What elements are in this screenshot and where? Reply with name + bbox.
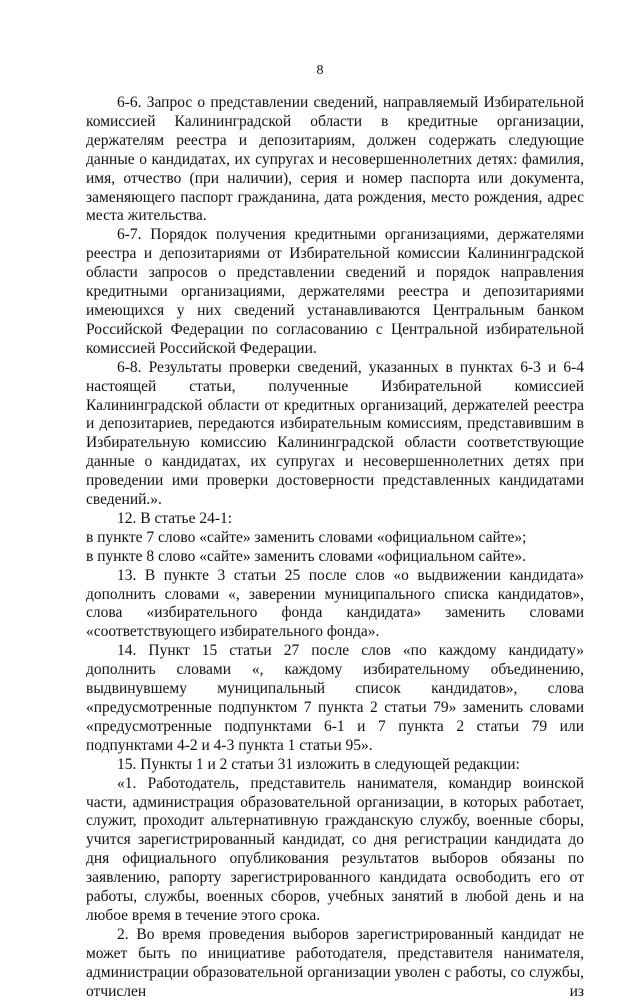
paragraph-item-12: 12. В статье 24-1:: [117, 509, 233, 527]
page-number: 8: [316, 63, 324, 78]
paragraph-item-12-sub-1: в пункте 7 слово «сайте» заменить словами «официальном сайте»;: [86, 528, 527, 546]
paragraph-item-15: 15. Пункты 1 и 2 статьи 31 изложить в следующей редакции:: [117, 755, 520, 773]
document-body: [86, 94, 584, 1002]
paragraph-item-12-sub-2: в пункте 8 слово «сайте» заменить словами «официальном сайте».: [86, 547, 527, 565]
paragraph-6-6: 6-6. Запрос о представлении сведений, направляемый Избирательной комиссией Калининградской области в кредитные организации, держателям реестра и депозитариям, должен содержать следующие данные о кандидатах, их супругах и несовершеннолетних детях: фамилия, имя, отчество (при наличии), серия и номер паспорта или документа, заменяющего паспорт гражданина, дата рождения, место рождения, адрес места жительства.: [86, 94, 584, 225]
paragraph-quoted-2: 2. Во время проведения выборов зарегистрированный кандидат не может быть по инициативе работодателя, представителя нанимателя, администрации образовательной организации уволен с работы, со службы, отчислен из: [86, 925, 584, 1000]
paragraph-quoted-1: «1. Работодатель, представитель нанимателя, командир воинской части, администрация образовательной организации, в которых работает, служит, проходит альтернативную гражданскую службу, военные сборы, учится зарегистрированный кандидат, со дня регистрации кандидата до дня официального опубликования результатов выборов обязаны по заявлению, рапорту зарегистрированного кандидата освободить его от работы, службы, военных сборов, учебных занятий в любой день и на любое время в течение этого срока.: [86, 774, 584, 924]
paragraph-item-14: 14. Пункт 15 статьи 27 после слов «по каждому кандидату» дополнить словами «, каждому избирательному объединению, выдвинувшему муниципальный список кандидатов», слова «предусмотренные подпунктом 7 пункта 2 статьи 79» заменить словами «предусмотренные подпунктами 6-1 и 7 пункта 2 статьи 79 или подпунктами 4-2 и 4-3 пункта 1 статьи 95».: [86, 642, 584, 754]
paragraph-6-7: 6-7. Порядок получения кредитными организациями, держателями реестра и депозитариями от Избирательной комиссии Калининградской области запросов о представлении сведений и порядок направления кредитными организациями, держателями реестра и депозитариями имеющихся у них сведений устанавливаются Центральным банком Российской Федерации по согласованию с Центральной избирательной комиссией Российской Федерации.: [86, 226, 584, 357]
paragraph-item-13: 13. В пункте 3 статьи 25 после слов «о выдвижении кандидата» дополнить словами «, заверении муниципального списка кандидатов», слова «избирательного фонда кандидата» заменить словами «соответствующего избирательного фонда».: [86, 566, 584, 641]
paragraph-6-8: 6-8. Результаты проверки сведений, указанных в пунктах 6-3 и 6-4 настоящей статьи, полученные Избирательной комиссией Калининградской области от кредитных организаций, держателей реестра и депозитариев, передаются избирательным комиссиям, представившим в Избирательную комиссию Калининградской области соответствующие данные о кандидатах, их супругах и несовершеннолетних детях при проведении ими проверки достоверности представленных кандидатами сведений.».: [86, 358, 584, 509]
